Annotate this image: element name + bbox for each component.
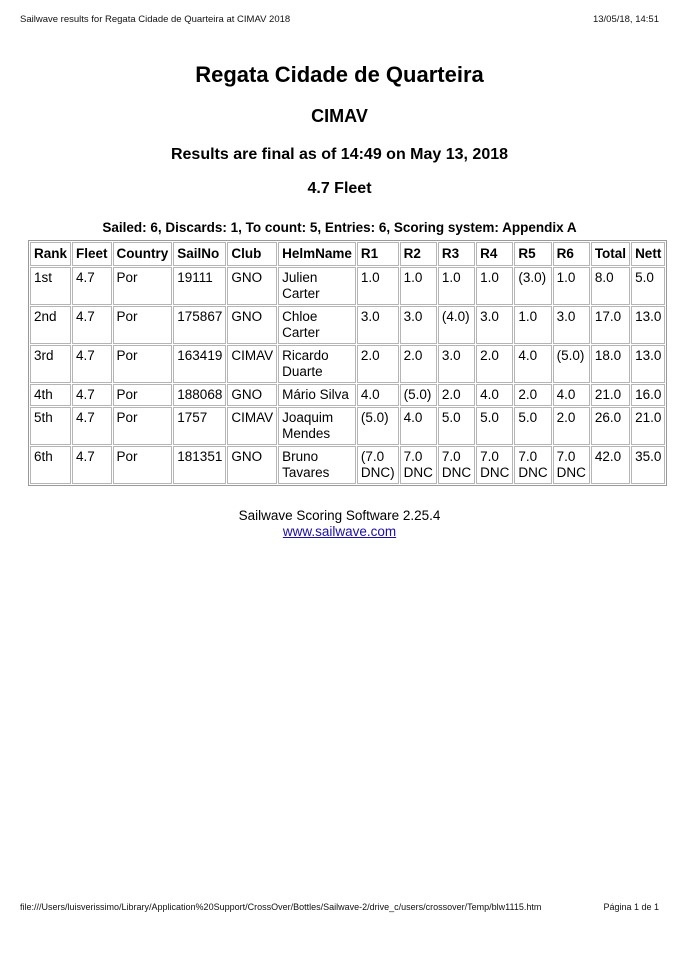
table-cell: 21.0	[631, 407, 665, 445]
table-cell: 3.0	[400, 306, 437, 344]
table-cell: Por	[113, 384, 173, 406]
table-cell: 1.0	[357, 267, 399, 305]
table-row	[30, 384, 665, 406]
table-cell: Chloe Carter	[278, 306, 356, 344]
table-cell: CIMAV	[227, 345, 277, 383]
table-cell: 1st	[30, 267, 71, 305]
table-cell: Joaquim Mendes	[278, 407, 356, 445]
column-header: R2	[400, 242, 437, 266]
table-cell: 19111	[173, 267, 226, 305]
table-cell: GNO	[227, 384, 277, 406]
table-cell: Por	[113, 345, 173, 383]
table-cell: 13.0	[631, 345, 665, 383]
print-footer-page: Página 1 de 1	[603, 902, 659, 912]
table-cell: 2nd	[30, 306, 71, 344]
table-cell: 1.0	[400, 267, 437, 305]
table-cell: 4.7	[72, 306, 112, 344]
table-cell: (3.0)	[514, 267, 551, 305]
table-cell: 175867	[173, 306, 226, 344]
table-cell: 2.0	[438, 384, 475, 406]
table-cell: Mário Silva	[278, 384, 356, 406]
table-cell: 1.0	[553, 267, 590, 305]
table-cell: 2.0	[357, 345, 399, 383]
table-cell: 7.0 DNC	[438, 446, 475, 484]
table-row	[30, 306, 665, 344]
table-cell: 1.0	[438, 267, 475, 305]
table-cell: 3rd	[30, 345, 71, 383]
table-cell: 4.0	[514, 345, 551, 383]
print-header-datetime: 13/05/18, 14:51	[592, 14, 659, 25]
table-cell: GNO	[227, 306, 277, 344]
table-row	[30, 267, 665, 305]
table-cell: 2.0	[514, 384, 551, 406]
table-cell: 7.0 DNC	[476, 446, 513, 484]
table-cell: 3.0	[476, 306, 513, 344]
table-cell: Por	[113, 446, 173, 484]
column-header: R3	[438, 242, 475, 266]
table-header-row	[30, 242, 665, 266]
table-cell: 5.0	[631, 267, 665, 305]
table-cell: 5.0	[476, 407, 513, 445]
table-cell: Por	[113, 407, 173, 445]
column-header: Country	[113, 242, 173, 266]
table-cell: 35.0	[631, 446, 665, 484]
print-footer-path: file:///Users/luisverissimo/Library/Application%20Support/CrossOver/Bottles/Sailwave-2/drive_c/users/crossover/Temp/blw1115.htm	[20, 902, 542, 912]
table-cell: 13.0	[631, 306, 665, 344]
table-cell: 7.0 DNC	[514, 446, 551, 484]
event-title: Regata Cidade de Quarteira	[195, 62, 484, 87]
table-cell: 7.0 DNC	[553, 446, 590, 484]
table-cell: CIMAV	[227, 407, 277, 445]
table-cell: (5.0)	[357, 407, 399, 445]
table-cell: 163419	[173, 345, 226, 383]
table-cell: 6th	[30, 446, 71, 484]
table-cell: GNO	[227, 267, 277, 305]
table-cell: 4.7	[72, 267, 112, 305]
table-cell: (5.0)	[400, 384, 437, 406]
table-cell: 188068	[173, 384, 226, 406]
column-header: Fleet	[72, 242, 112, 266]
results-table	[28, 240, 667, 486]
table-cell: 5.0	[438, 407, 475, 445]
table-cell: 26.0	[591, 407, 630, 445]
column-header: R6	[553, 242, 590, 266]
results-status: Results are final as of 14:49 on May 13, 2018	[170, 146, 509, 163]
table-cell: GNO	[227, 446, 277, 484]
column-header: R1	[357, 242, 399, 266]
sailwave-link[interactable]: www.sailwave.com	[282, 524, 397, 539]
table-cell: 4.0	[400, 407, 437, 445]
column-header: Club	[227, 242, 277, 266]
table-cell: 4.7	[72, 446, 112, 484]
table-cell: 2.0	[553, 407, 590, 445]
series-summary: Sailed: 6, Discards: 1, To count: 5, Entries: 6, Scoring system: Appendix A	[102, 220, 577, 235]
table-cell: 2.0	[400, 345, 437, 383]
table-cell: 42.0	[591, 446, 630, 484]
column-header: Rank	[30, 242, 71, 266]
table-cell: 1.0	[476, 267, 513, 305]
table-cell: 4.7	[72, 407, 112, 445]
table-cell: Por	[113, 306, 173, 344]
print-header-title: Sailwave results for Regata Cidade de Quarteira at CIMAV 2018	[20, 14, 291, 25]
table-cell: 8.0	[591, 267, 630, 305]
print-footer	[20, 902, 659, 912]
software-credit	[0, 508, 679, 540]
print-header	[20, 14, 659, 25]
table-cell: (4.0)	[438, 306, 475, 344]
table-cell: 4th	[30, 384, 71, 406]
table-cell: 18.0	[591, 345, 630, 383]
table-cell: 4.0	[357, 384, 399, 406]
table-cell: 4.0	[553, 384, 590, 406]
table-cell: 3.0	[438, 345, 475, 383]
software-name: Sailwave Scoring Software 2.25.4	[238, 508, 441, 523]
table-cell: Por	[113, 267, 173, 305]
table-cell: 21.0	[591, 384, 630, 406]
table-cell: 1.0	[514, 306, 551, 344]
table-cell: 5th	[30, 407, 71, 445]
table-cell: 17.0	[591, 306, 630, 344]
table-cell: 1757	[173, 407, 226, 445]
column-header: R4	[476, 242, 513, 266]
table-cell: 7.0 DNC	[400, 446, 437, 484]
table-cell: (7.0 DNC)	[357, 446, 399, 484]
venue-name: CIMAV	[311, 106, 368, 126]
table-row	[30, 407, 665, 445]
table-cell: 2.0	[476, 345, 513, 383]
column-header: SailNo	[173, 242, 226, 266]
table-cell: 181351	[173, 446, 226, 484]
fleet-heading: 4.7 Fleet	[307, 180, 372, 197]
column-header: Total	[591, 242, 630, 266]
table-cell: 3.0	[553, 306, 590, 344]
table-cell: 3.0	[357, 306, 399, 344]
table-cell: Julien Carter	[278, 267, 356, 305]
table-row	[30, 446, 665, 484]
column-header: R5	[514, 242, 551, 266]
table-row	[30, 345, 665, 383]
table-cell: Bruno Tavares	[278, 446, 356, 484]
table-cell: 4.7	[72, 345, 112, 383]
table-cell: Ricardo Duarte	[278, 345, 356, 383]
column-header: Nett	[631, 242, 665, 266]
table-cell: 4.0	[476, 384, 513, 406]
column-header: HelmName	[278, 242, 356, 266]
table-cell: 16.0	[631, 384, 665, 406]
table-cell: (5.0)	[553, 345, 590, 383]
table-cell: 4.7	[72, 384, 112, 406]
table-cell: 5.0	[514, 407, 551, 445]
